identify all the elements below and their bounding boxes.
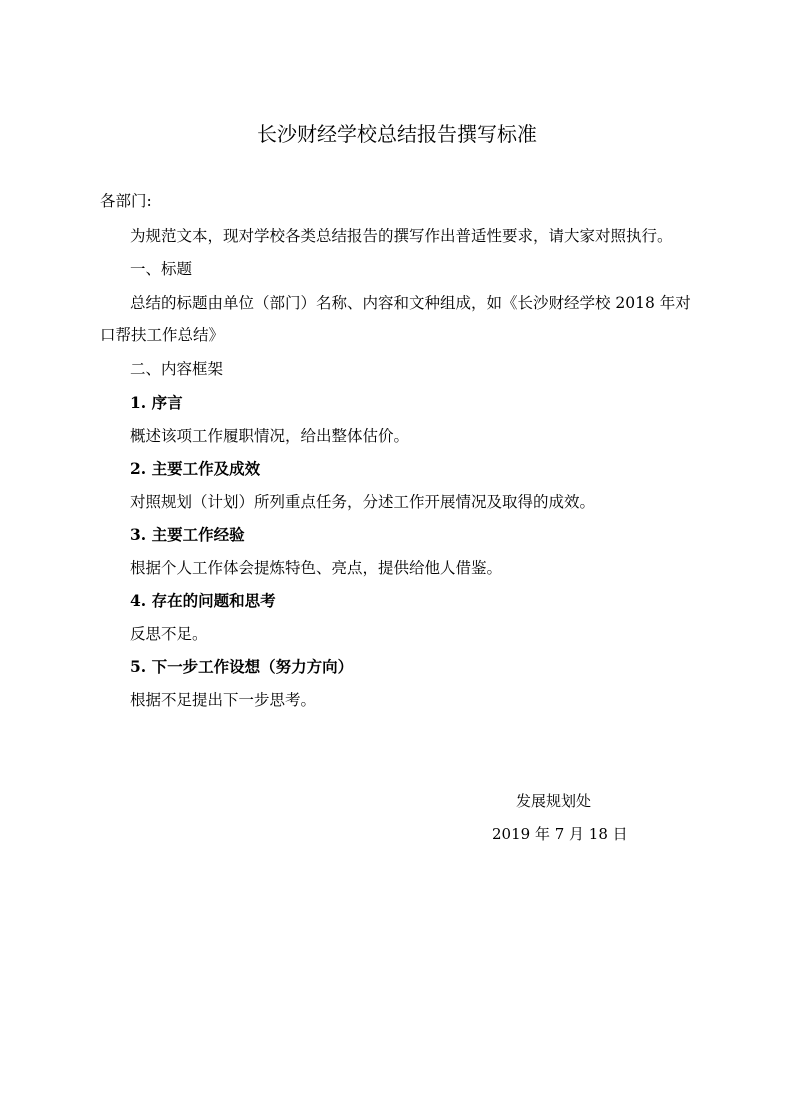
item-5-text: 根据不足提出下一步思考。 bbox=[130, 691, 317, 709]
section-2-heading: 二、内容框架 bbox=[130, 360, 224, 378]
item-1-text: 概述该项工作履职情况，给出整体估价。 bbox=[130, 427, 410, 445]
item-2-text: 对照规划（计划）所列重点任务，分述工作开展情况及取得的成效。 bbox=[130, 493, 596, 511]
intro-paragraph: 为规范文本，现对学校各类总结报告的撰写作出普适性要求，请大家对照执行。 bbox=[130, 227, 673, 245]
signature-department: 发展规划处 bbox=[516, 792, 592, 810]
document-title: 长沙财经学校总结报告撰写标准 bbox=[257, 122, 537, 146]
item-4-text: 反思不足。 bbox=[130, 625, 208, 643]
item-1-heading: 1. 序言 bbox=[130, 393, 183, 412]
section-1-heading: 一、标题 bbox=[130, 260, 193, 278]
item-3-heading: 3. 主要工作经验 bbox=[130, 525, 245, 544]
signature-date: 2019 年 7 月 18 日 bbox=[492, 825, 628, 843]
section-1-text-line-1: 总结的标题由单位（部门）名称、内容和文种组成，如《长沙财经学校 2018 年对 bbox=[130, 294, 691, 312]
section-1-text-line-2: 口帮扶工作总结》 bbox=[100, 326, 225, 344]
item-3-text: 根据个人工作体会提炼特色、亮点，提供给他人借鉴。 bbox=[130, 559, 503, 577]
item-2-heading: 2. 主要工作及成效 bbox=[130, 459, 261, 478]
salutation: 各部门: bbox=[100, 192, 152, 210]
item-4-heading: 4. 存在的问题和思考 bbox=[130, 591, 276, 610]
item-5-heading: 5. 下一步工作设想（努力方向） bbox=[130, 657, 354, 676]
